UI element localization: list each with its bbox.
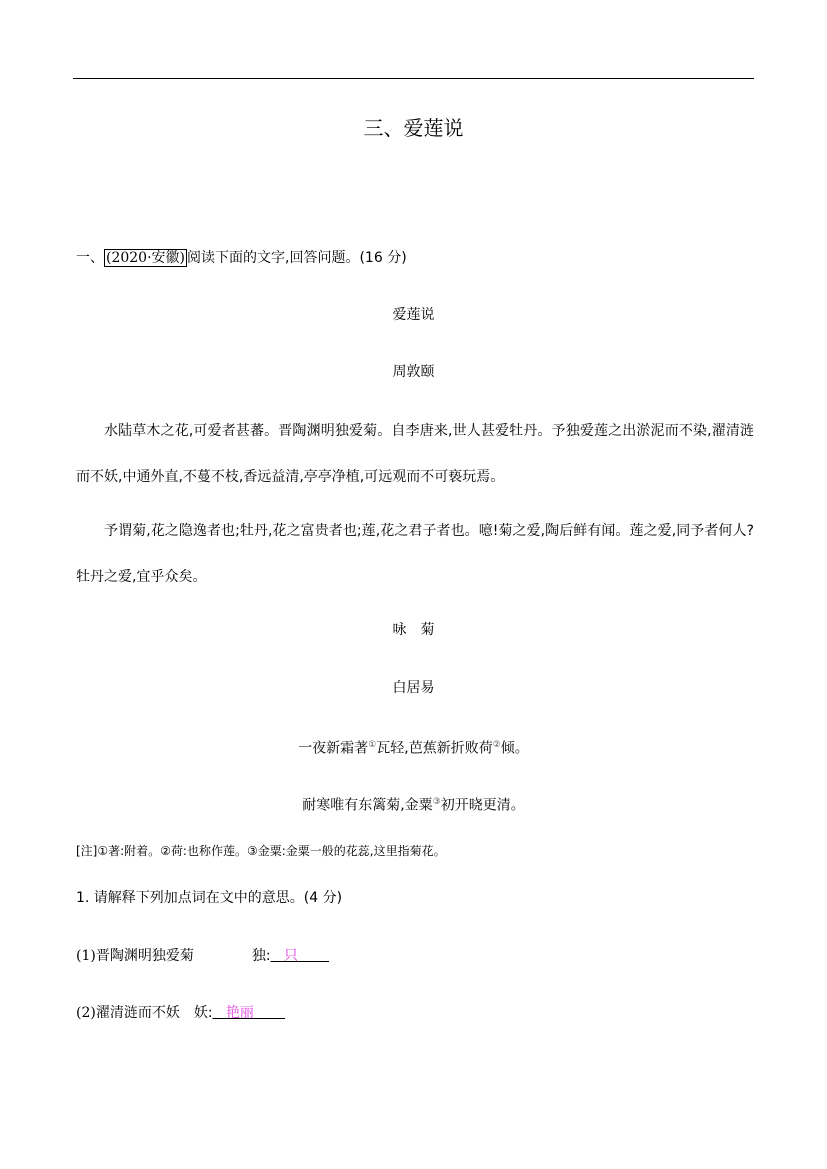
q1-stem: 1. 请解释下列加点词在文中的意思。(4 分) bbox=[76, 890, 343, 906]
question-header bbox=[76, 248, 407, 268]
text-a-paragraph-2: 予谓菊,花之隐逸者也;牡丹,花之富贵者也;莲,花之君子者也。噫!菊之爱,陶后鲜有闻。莲之爱,同予者何人?牡丹之爱,宜乎众矣。 bbox=[76, 523, 754, 585]
page-title: 三、爱莲说 bbox=[363, 116, 464, 140]
header-rule bbox=[73, 78, 754, 79]
question-instruction: 阅读下面的文字,回答问题。(16 分) bbox=[187, 250, 407, 266]
q1-item-1-phrase: 晋陶渊明独爱菊 bbox=[95, 948, 194, 964]
poem-line-1-part-c: 倾。 bbox=[500, 740, 529, 757]
q1-item-2-phrase: 濯清涟而不妖 bbox=[95, 1005, 180, 1021]
poem-line-1-part-a: 一夜新霜著 bbox=[298, 740, 369, 757]
q1-item-2 bbox=[76, 1003, 285, 1023]
poem-line-2 bbox=[0, 792, 827, 816]
poem-line-2-part-b: 初开晓更清。 bbox=[440, 797, 525, 814]
footnote-marker-3: ③ bbox=[432, 797, 441, 807]
footnote-marker-2: ② bbox=[492, 740, 501, 750]
q1-item-1-answer-blank bbox=[271, 948, 330, 964]
text-a-paragraph-1: 水陆草木之花,可爱者甚蕃。晋陶渊明独爱菊。自李唐来,世人甚爱牡丹。予独爱莲之出淤泥而不染,濯清涟而不妖,中通外直,不蔓不枝,香远益清,亭亭净植,可远观而不可亵玩焉。 bbox=[76, 423, 754, 485]
poem-line-1-part-b: 瓦轻,芭蕉新折败荷 bbox=[376, 740, 493, 757]
q1-item-2-num: (2) bbox=[76, 1005, 96, 1021]
q1-item-1-num: (1) bbox=[76, 948, 96, 964]
q1-item-2-answer-blank bbox=[213, 1005, 286, 1021]
q1-item-2-word: 妖: bbox=[193, 1005, 213, 1021]
poem-line-2-part-a: 耐寒唯有东篱菊,金粟 bbox=[302, 797, 433, 814]
q1-item-1-word: 独: bbox=[251, 948, 271, 964]
text-b-author: 白居易 bbox=[392, 680, 435, 696]
poem-line-1 bbox=[0, 735, 827, 759]
annotation-note: [注]①著:附着。②荷:也称作莲。③金粟:金粟一般的花蕊,这里指菊花。 bbox=[76, 844, 446, 858]
source-box: (2020·安徽) bbox=[106, 250, 186, 266]
q1-item-2-answer: 艳丽 bbox=[225, 1005, 254, 1021]
q1-item-1-answer: 只 bbox=[283, 948, 298, 964]
footnote-marker-1: ① bbox=[368, 740, 377, 750]
text-b-title: 咏 菊 bbox=[392, 622, 435, 638]
text-a-author: 周敦颐 bbox=[392, 364, 435, 380]
question-prefix: 一、 bbox=[76, 250, 104, 266]
q1-item-1 bbox=[76, 946, 329, 966]
text-a-title: 爱莲说 bbox=[392, 307, 435, 323]
